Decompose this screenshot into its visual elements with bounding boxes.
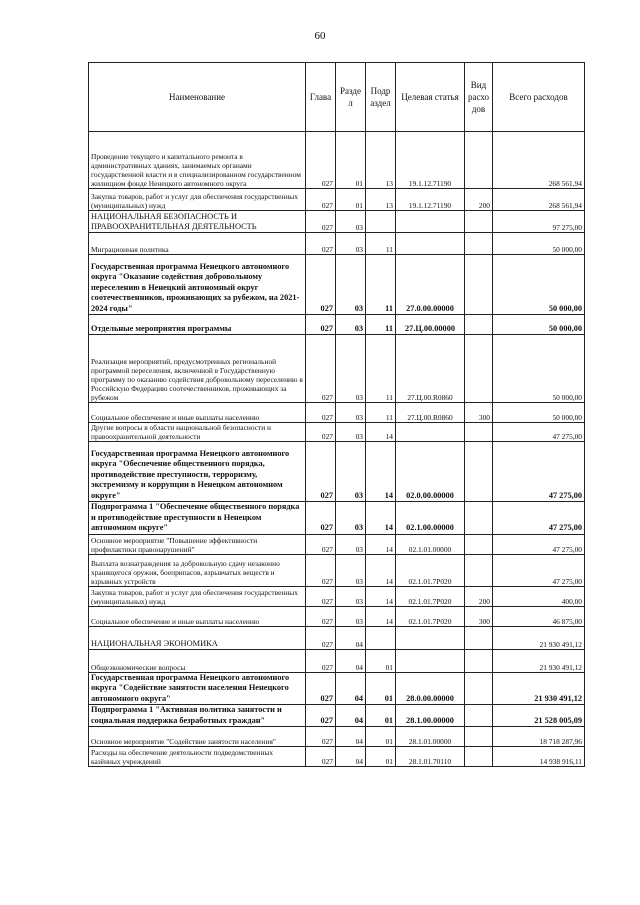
row-total: 18 718 287,96 [493,727,585,747]
row-total: 47 275,00 [493,423,585,442]
row-target: 27.0.00.00000 [396,255,465,315]
row-name: Другие вопросы в области национальной безопасности и правоохранительной деятельности [89,423,306,442]
row-section: 04 [336,626,366,649]
table-row [89,233,585,255]
row-chapter: 027 [306,554,336,586]
row-subsection: 14 [366,442,396,502]
row-target: 02.1.01.00000 [396,534,465,554]
row-chapter: 027 [306,442,336,502]
row-section: 04 [336,727,366,747]
row-chapter: 027 [306,255,336,315]
table-row [89,335,585,403]
row-expense-type [465,534,493,554]
row-name: Закупка товаров, работ и услуг для обеспечения государственных (муниципальных) нужд [89,586,306,606]
row-target [396,233,465,255]
header-name: Наименование [89,63,306,132]
row-expense-type [465,626,493,649]
table-row [89,211,585,233]
row-subsection: 14 [366,606,396,626]
row-chapter: 027 [306,626,336,649]
table-row [89,132,585,189]
row-chapter: 027 [306,233,336,255]
row-target: 02.1.01.7Р020 [396,554,465,586]
table-row [89,315,585,335]
row-name: Расходы на обеспечение деятельности подведомственных казённых учреждений [89,747,306,767]
row-chapter: 027 [306,747,336,767]
table-row [89,423,585,442]
row-name: Социальное обеспечение и иные выплаты населению [89,403,306,423]
row-target: 28.0.00.00000 [396,672,465,705]
row-chapter: 027 [306,189,336,211]
row-target: 28.1.00.00000 [396,705,465,727]
row-total: 97 275,00 [493,211,585,233]
row-name: Реализация мероприятий, предусмотренных региональной программой переселения, включенной в Государственную программу по оказанию содействия добровольному переселению в Российскую Федерацию соотечественников, проживающих за рубежом [89,335,306,403]
row-expense-type [465,315,493,335]
row-name: Социальное обеспечение и иные выплаты населению [89,606,306,626]
row-section: 03 [336,423,366,442]
row-chapter: 027 [306,403,336,423]
row-subsection: 11 [366,233,396,255]
row-target: 02.1.01.7Р020 [396,586,465,606]
row-chapter: 027 [306,672,336,705]
row-total: 47 275,00 [493,502,585,535]
row-section: 03 [336,335,366,403]
row-subsection: 14 [366,554,396,586]
table-row [89,649,585,672]
row-chapter: 027 [306,211,336,233]
row-chapter: 027 [306,502,336,535]
row-section: 03 [336,534,366,554]
row-expense-type [465,649,493,672]
page-number: 60 [314,30,326,42]
row-chapter: 027 [306,649,336,672]
row-target: 02.1.00.00000 [396,502,465,535]
row-total: 50 000,00 [493,335,585,403]
row-subsection: 01 [366,649,396,672]
row-section: 03 [336,554,366,586]
row-total: 47 275,00 [493,442,585,502]
table-row [89,672,585,705]
row-subsection: 01 [366,727,396,747]
row-chapter: 027 [306,727,336,747]
table-row [89,534,585,554]
row-target [396,626,465,649]
row-section: 03 [336,211,366,233]
row-subsection [366,626,396,649]
row-total: 268 561,94 [493,132,585,189]
row-total: 46 875,00 [493,606,585,626]
row-total: 50 000,00 [493,403,585,423]
table-header-row [89,63,585,132]
budget-table [88,62,585,767]
row-section: 03 [336,502,366,535]
row-subsection: 11 [366,315,396,335]
table-row [89,189,585,211]
row-chapter: 027 [306,586,336,606]
row-name: Основное мероприятие "Повышение эффективности профилактики правонарушений" [89,534,306,554]
row-target: 27.Ц.00.R0860 [396,403,465,423]
row-name: Государственная программа Ненецкого автономного округа "Обеспечение общественного порядка, противодействие преступности, терроризму, экстремизму и коррупции в Ненецком автономном округе" [89,442,306,502]
row-target [396,423,465,442]
row-expense-type [465,442,493,502]
row-total: 21 930 491,12 [493,672,585,705]
row-section: 03 [336,442,366,502]
row-section: 04 [336,649,366,672]
row-target: 27.Ц.00.00000 [396,315,465,335]
table-row [89,626,585,649]
row-subsection: 14 [366,423,396,442]
row-total: 21 930 491,12 [493,649,585,672]
row-total: 21 528 005,09 [493,705,585,727]
row-total: 268 561,94 [493,189,585,211]
row-name: Общеэкономические вопросы [89,649,306,672]
table-row [89,606,585,626]
row-expense-type [465,233,493,255]
row-target: 02.0.00.00000 [396,442,465,502]
row-expense-type [465,255,493,315]
row-expense-type: 300 [465,606,493,626]
row-total: 47 275,00 [493,534,585,554]
row-section: 04 [336,672,366,705]
row-section: 03 [336,255,366,315]
row-expense-type [465,727,493,747]
table-row [89,727,585,747]
row-name: Закупка товаров, работ и услуг для обеспечения государственных (муниципальных) нужд [89,189,306,211]
row-target [396,649,465,672]
row-name: Подпрограмма 1 "Обеспечение общественного порядка и противодействие преступности в Ненецком автономном округе" [89,502,306,535]
row-section: 03 [336,233,366,255]
header-chapter: Глава [306,63,336,132]
row-subsection: 13 [366,189,396,211]
row-target: 02.1.01.7Р020 [396,606,465,626]
row-total: 50 000,00 [493,233,585,255]
table-row [89,442,585,502]
row-target: 28.1.01.00000 [396,727,465,747]
row-chapter: 027 [306,705,336,727]
row-section: 01 [336,189,366,211]
row-target: 28.1.01.70110 [396,747,465,767]
row-name: НАЦИОНАЛЬНАЯ ЭКОНОМИКА [89,626,306,649]
header-section: Разде л [336,63,366,132]
header-total: Всего расходов [493,63,585,132]
row-total: 50 000,00 [493,255,585,315]
row-total: 400,00 [493,586,585,606]
row-target: 27.Ц.00.R0860 [396,335,465,403]
table-row [89,747,585,767]
row-subsection: 11 [366,255,396,315]
row-target: 19.1.12.71190 [396,189,465,211]
row-chapter: 027 [306,606,336,626]
row-chapter: 027 [306,315,336,335]
row-subsection: 14 [366,534,396,554]
header-target: Целевая статья [396,63,465,132]
row-subsection: 14 [366,586,396,606]
row-subsection: 01 [366,705,396,727]
row-subsection: 13 [366,132,396,189]
row-subsection: 14 [366,502,396,535]
row-section: 03 [336,403,366,423]
row-expense-type [465,747,493,767]
row-subsection: 11 [366,335,396,403]
row-expense-type [465,502,493,535]
row-section: 04 [336,747,366,767]
row-subsection: 01 [366,747,396,767]
row-expense-type [465,335,493,403]
header-expense-type: Вид расхо дов [465,63,493,132]
row-chapter: 027 [306,335,336,403]
table-row [89,502,585,535]
row-expense-type [465,423,493,442]
row-expense-type: 200 [465,189,493,211]
row-target [396,211,465,233]
row-expense-type [465,132,493,189]
table-row [89,705,585,727]
row-name: Государственная программа Ненецкого автономного округа "Оказание содействия добровольному переселению в Ненецкий автономный округ соотечественников, проживающих за рубежом, на 2021-2024 годы" [89,255,306,315]
row-name: Основное мероприятие "Содействие занятости населения" [89,727,306,747]
row-expense-type [465,554,493,586]
table-row [89,255,585,315]
row-total: 21 930 491,12 [493,626,585,649]
row-total: 50 000,00 [493,315,585,335]
row-name: Подпрограмма 1 "Активная политика занятости и социальная поддержка безработных граждан" [89,705,306,727]
row-total: 47 275,00 [493,554,585,586]
row-expense-type [465,672,493,705]
row-section: 03 [336,315,366,335]
row-subsection: 11 [366,403,396,423]
row-chapter: 027 [306,132,336,189]
row-expense-type: 200 [465,586,493,606]
row-expense-type [465,705,493,727]
row-expense-type [465,211,493,233]
row-name: Выплата вознаграждения за добровольную сдачу незаконно хранящегося оружия, боеприпасов, взрывчатых веществ и взрывных устройств [89,554,306,586]
row-section: 04 [336,705,366,727]
row-name: Государственная программа Ненецкого автономного округа "Содействие занятости населения Ненецкого автономного округа" [89,672,306,705]
table-row [89,554,585,586]
row-chapter: 027 [306,423,336,442]
row-name: Отдельные мероприятия программы [89,315,306,335]
row-section: 01 [336,132,366,189]
row-subsection [366,211,396,233]
row-chapter: 027 [306,534,336,554]
header-subsection: Подр аздел [366,63,396,132]
row-name: Проведение текущего и капитального ремонта в административных зданиях, занимаемых органами государственной власти и в специализированном государственном жилищном фонде Ненецкого автономного округа [89,132,306,189]
row-total: 14 938 916,11 [493,747,585,767]
row-name: Миграционная политика [89,233,306,255]
table-row [89,403,585,423]
table-row [89,586,585,606]
row-target: 19.1.12.71190 [396,132,465,189]
row-expense-type: 300 [465,403,493,423]
row-section: 03 [336,586,366,606]
row-name: НАЦИОНАЛЬНАЯ БЕЗОПАСНОСТЬ И ПРАВООХРАНИТЕЛЬНАЯ ДЕЯТЕЛЬНОСТЬ [89,211,306,233]
row-subsection: 01 [366,672,396,705]
row-section: 03 [336,606,366,626]
